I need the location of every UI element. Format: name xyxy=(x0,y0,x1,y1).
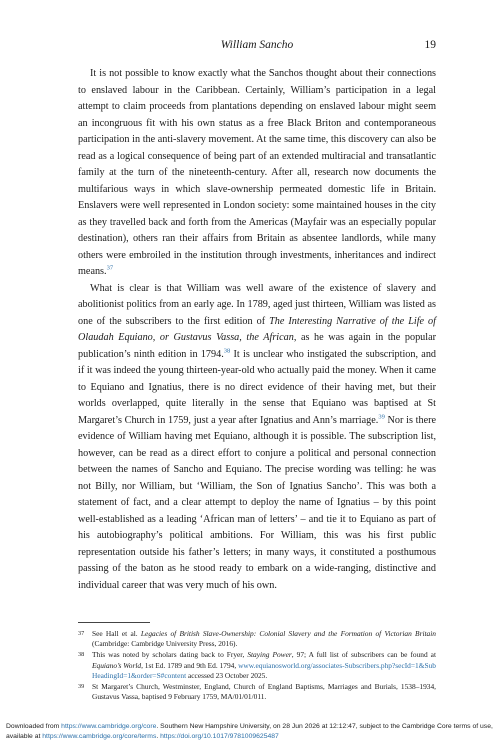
text-run: , as he was again in the popular publication’s ninth edition in 1794. xyxy=(78,332,437,360)
text-run: Nor is there evidence of William having met Equiano, although it is possible. The subscription list, however, can be read as a direct effort to conjure a political and personal connection between the names of Sancho and Equiano. The precise wording was telling: he was not Billy, nor William, but ‘William, the Son of Ignatius Sancho’. This was both a statement of fact, and a clear attempt to deploy the name of Ignatius – by this point well-established as a leading ‘African man of letters’ – and tie it to Equiano as part of his autobiography’s political ambitions. For William, this was his first public representation outside his father’s letters; in many ways, it constituted a posthumous passing of the baton as he stood ready to embark on a wide-ranging, distinctive and individual career that was very much of his own. xyxy=(78,414,437,591)
download-notice xyxy=(6,722,496,741)
italic-title: The Interesting Narrative of the Life of Olaudah Equiano, or Gustavus Vassa, the African xyxy=(78,315,436,343)
italic-title: Legacies of British Slave-Ownership: Colonial Slavery and the Formation of Victorian Britain xyxy=(140,629,436,638)
hyperlink[interactable]: https://www.cambridge.org/core/terms xyxy=(42,732,157,740)
footnote-text xyxy=(92,650,436,681)
text-run: Downloaded from xyxy=(6,723,62,730)
footnote xyxy=(78,650,436,681)
footnote-reference-link[interactable]: 38 xyxy=(223,347,231,355)
text-run: It is unclear who instigated the subscription, and if it was indeed the young thirteen-year-old who actually paid the money. When it came to Equiano and Ignatius, there is no direct evidence of their having met, but their worlds overlapped, quite literally in the sense that Equiano was baptised at St Margaret’s Church in 1759, just a year after Ignatius and Ann’s marriage. xyxy=(78,348,437,426)
footnote-reference-link[interactable]: 39 xyxy=(378,413,385,421)
text-run: St Margaret’s Church, Westminster, England, Church of England Baptisms, Marriages and Burials, 1538–1934, Gustavus Vassa, baptised 9 February 1759, MA/01/01/011. xyxy=(92,682,436,702)
text-run: , 1st Ed. 1789 and 9th Ed. 1794, xyxy=(141,660,239,670)
footnote-text xyxy=(92,629,436,649)
text-run: . Southern New Hampshire University, on 28 Jun 2026 at 12:12:47, subject to the Cambridge Core terms of use, available at xyxy=(6,723,493,740)
text-run: . xyxy=(156,732,161,740)
italic-title: Staying Power xyxy=(247,650,292,660)
text-run: accessed 23 October 2025. xyxy=(186,670,268,680)
footnote-number: 38 xyxy=(78,651,85,659)
footnote-number: 39 xyxy=(78,683,85,691)
text-run: What is clear is that William was well aware of the existence of slavery and abolitionist politics from an early age. In 1789, aged just thirteen, William was listed as one of the subscribers to the first edition of xyxy=(78,282,436,327)
footnote-divider xyxy=(78,622,150,623)
footnote-number: 37 xyxy=(78,630,85,637)
text-run: This was noted by scholars dating back to Fryer, xyxy=(92,650,248,660)
hyperlink[interactable]: https://www.cambridge.org/core xyxy=(61,723,157,730)
text-run: See Hall et al. xyxy=(92,629,141,638)
hyperlink[interactable]: www.equianosworld.org/associates-Subscribers.php?secId=1&SubHeadingId=1&order=S#content xyxy=(92,660,436,680)
footnote xyxy=(78,629,436,649)
body-text xyxy=(78,66,436,594)
running-title: William Sancho xyxy=(220,39,294,51)
footnote-reference-link[interactable]: 37 xyxy=(106,264,114,272)
italic-title: Equiano’s World xyxy=(92,660,142,670)
footnote-text xyxy=(92,682,436,702)
body-paragraph xyxy=(78,66,436,281)
body-paragraph xyxy=(78,281,436,595)
footnote xyxy=(78,682,436,702)
text-run: (Cambridge: Cambridge University Press, 2016). xyxy=(92,639,238,649)
hyperlink[interactable]: https://doi.org/10.1017/9781009625487 xyxy=(160,732,279,740)
footnotes xyxy=(78,629,436,703)
page-number: 19 xyxy=(424,39,436,51)
text-run: It is not possible to know exactly what the Sanchos thought about their connections to enslaved labour in the Caribbean. Certainly, William’s participation in a legal attempt to claim proceeds from plantations depending on enslaved labour might seem an incongruous fit with his own status as a free Black Briton and contemporaneous participation in the anti-slavery movement. At the same time, this discovery can also be read as a logical consequence of being part of an extended multiracial and transatlantic family at the turn of the nineteenth-century. After all, research now documents the multifarious ways in which slave-ownership permeated domestic life in Britain. Enslavers were well represented in London society: some maintained houses in the city as they travelled back and forth from the Americas (Mayfair was an especially popular destination), others ran their affairs from Britain as absentee landlords, while many others were embroiled in the institution through investments, inheritances and indirect means. xyxy=(78,68,436,277)
text-run: , 97; A full list of subscribers can be found at xyxy=(291,650,437,660)
